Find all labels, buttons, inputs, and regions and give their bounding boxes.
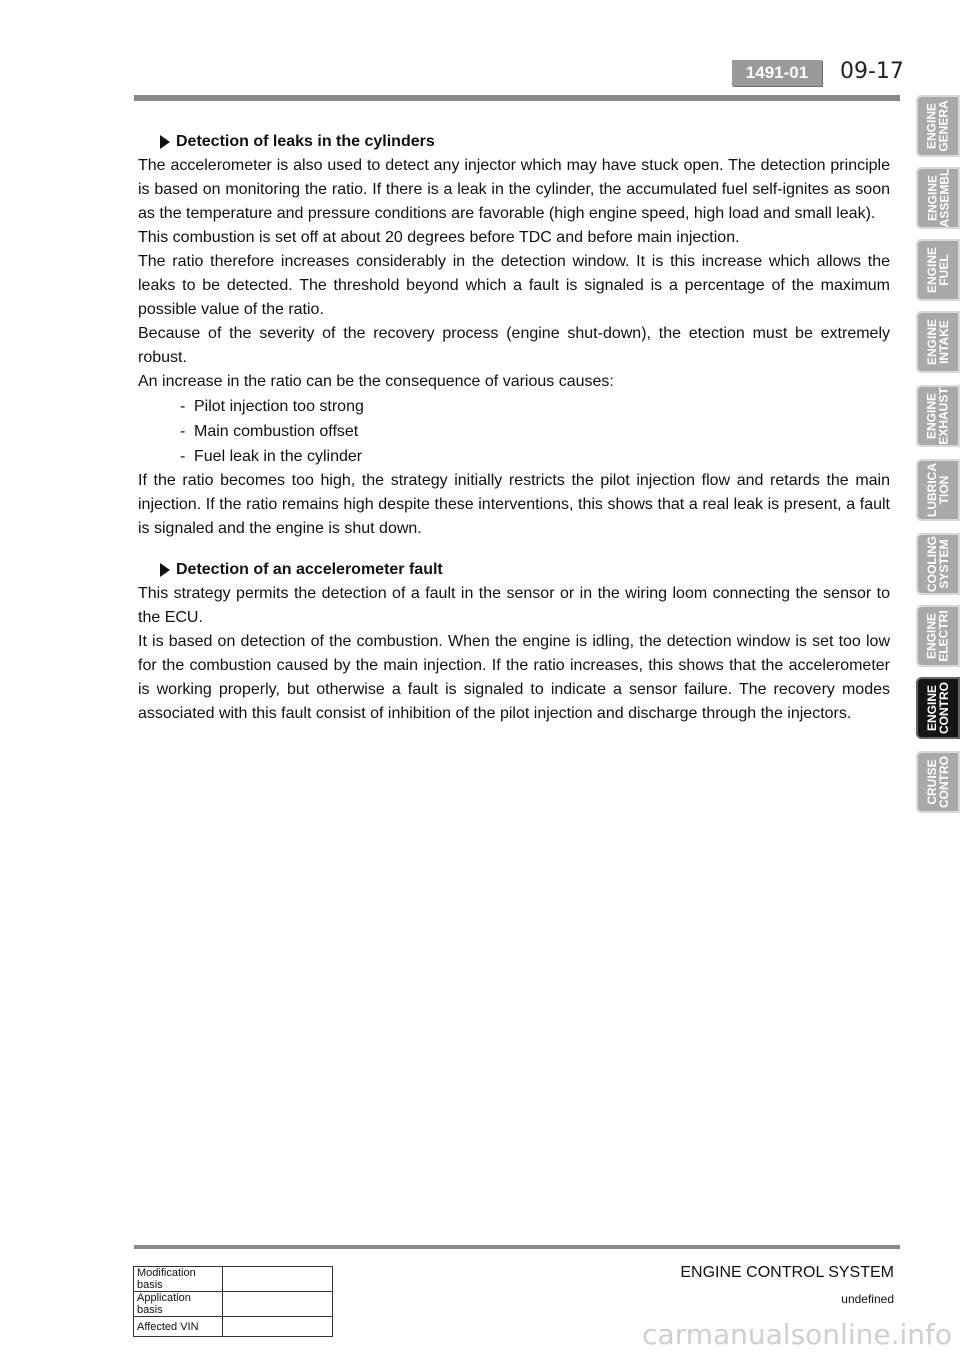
- table-row: [134, 1292, 333, 1317]
- footer-rule: [134, 1245, 900, 1249]
- tab-engine-assembly[interactable]: ENGINE ASSEMBL: [916, 167, 960, 229]
- section-heading-text: Detection of leaks in the cylinders: [176, 133, 435, 150]
- table-cell-label: Application basis: [134, 1292, 223, 1317]
- tab-engine-exhaust[interactable]: ENGINE EXHAUST: [916, 385, 960, 447]
- table-row: [134, 1267, 333, 1292]
- section-heading-text: Detection of an accelerometer fault: [176, 561, 443, 578]
- paragraph: If the ratio becomes too high, the strategy initially restricts the pilot injection flow and retards the main injection. If the ratio remains high despite these interventions, this shows that a real leak is present, a fault is signaled and the engine is shut down.: [138, 472, 890, 537]
- tab-engine-general[interactable]: ENGINE GENERA: [916, 95, 960, 157]
- section-code-badge: 1491-01: [732, 60, 822, 86]
- footer-title: ENGINE CONTROL SYSTEM: [680, 1264, 894, 1281]
- watermark: carmanualsonline.info: [642, 1318, 952, 1351]
- table-row: [134, 1317, 333, 1337]
- table-cell-label: Affected VIN: [134, 1317, 223, 1337]
- modification-table: [133, 1266, 333, 1337]
- table-cell-value: [223, 1292, 333, 1317]
- list-item: - Fuel leak in the cylinder: [180, 448, 363, 465]
- list-item: - Pilot injection too strong: [180, 398, 364, 415]
- paragraph: This strategy permits the detection of a fault in the sensor or in the wiring loom connecting the sensor to the ECU.: [138, 585, 890, 626]
- paragraph: An increase in the ratio can be the consequence of various causes:: [138, 373, 614, 390]
- main-content: [138, 130, 890, 726]
- paragraph: The ratio therefore increases considerably in the detection window. It is this increase which allows the leaks to be detected. The threshold beyond which a fault is signaled is a percentage of the maximum possible value of the ratio.: [138, 253, 890, 318]
- table-cell-label: Modification basis: [134, 1267, 223, 1292]
- tab-engine-control[interactable]: ENGINE CONTRO: [916, 677, 960, 739]
- list-item: - Main combustion offset: [180, 423, 359, 440]
- tab-engine-electrical[interactable]: ENGINE ELECTRI: [916, 605, 960, 667]
- paragraph: The accelerometer is also used to detect any injector which may have stuck open. The detection principle is based on monitoring the ratio. If there is a leak in the cylinder, the accumulated fuel self-ignites as soon as the temperature and pressure conditions are favorable (high engine speed, high load and small leak).: [138, 157, 890, 222]
- causes-list: [180, 394, 890, 469]
- paragraph: This combustion is set off at about 20 degrees before TDC and before main injection.: [138, 229, 740, 246]
- header-rule: [134, 95, 900, 101]
- tab-cooling-system[interactable]: COOLING SYSTEM: [916, 533, 960, 595]
- table-cell-value: [223, 1267, 333, 1292]
- footer-subtitle: undefined: [841, 1292, 894, 1306]
- tab-lubrication[interactable]: LUBRICA TION: [916, 459, 960, 521]
- section-heading-accelerometer: [160, 558, 890, 582]
- tab-cruise-control[interactable]: CRUISE CONTRO: [916, 751, 960, 813]
- paragraph: Because of the severity of the recovery process (engine shut-down), the etection must be extremely robust.: [138, 325, 890, 366]
- tab-engine-fuel[interactable]: ENGINE FUEL: [916, 239, 960, 301]
- table-cell-value: [223, 1317, 333, 1337]
- paragraph: It is based on detection of the combustion. When the engine is idling, the detection window is set too low for the combustion caused by the main injection. If the ratio increases, this shows that the accelerometer is working properly, but otherwise a fault is signaled to indicate a sensor failure. The recovery modes associated with this fault consist of inhibition of the pilot injection and discharge through the injectors.: [138, 633, 890, 722]
- tab-engine-intake[interactable]: ENGINE INTAKE: [916, 311, 960, 373]
- triangle-bullet-icon: [160, 563, 170, 577]
- triangle-bullet-icon: [160, 135, 170, 149]
- section-heading-leaks: [160, 130, 890, 154]
- page-number: 09-17: [840, 59, 904, 84]
